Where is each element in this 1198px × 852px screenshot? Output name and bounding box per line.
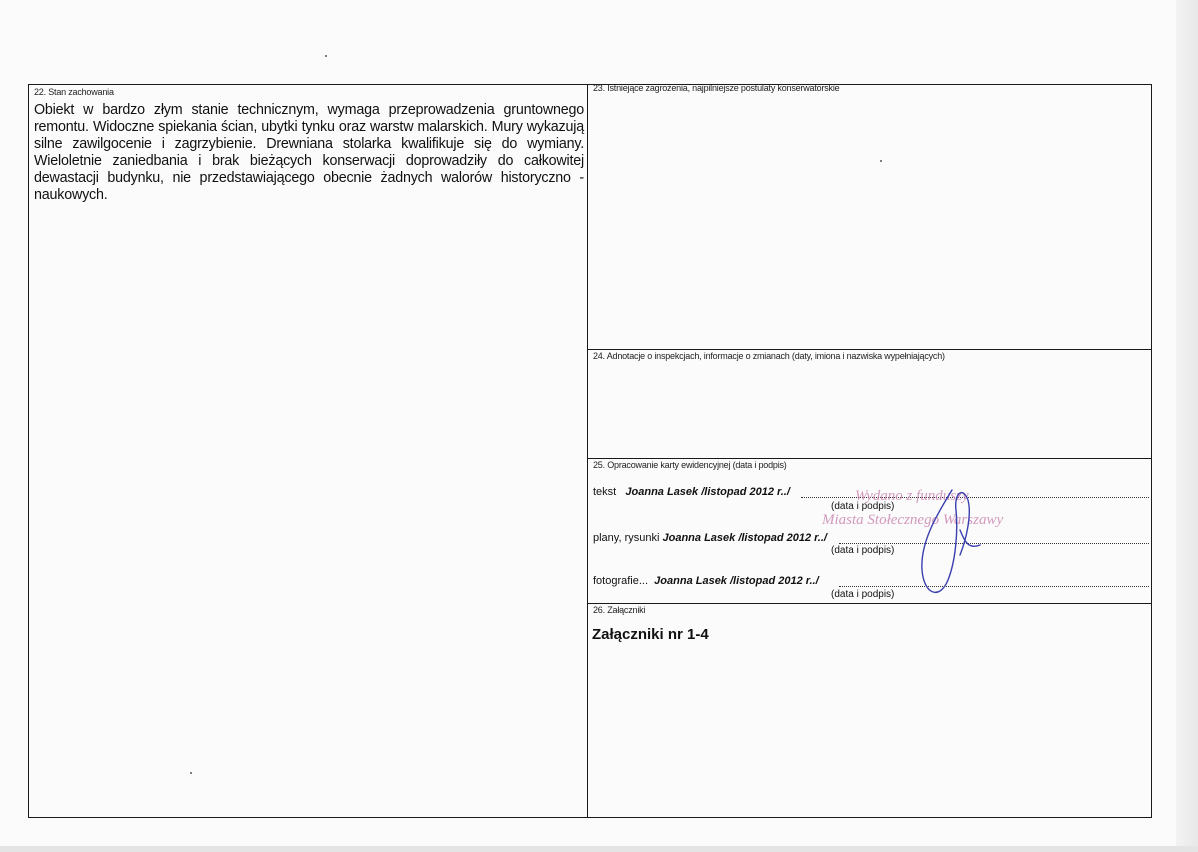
attachments-text: Załączniki nr 1-4 (592, 626, 709, 643)
signature-row-text (593, 486, 790, 498)
row-caption: (data i podpis) (831, 589, 895, 600)
author-name: Joanna Lasek /listopad 2012 r../ (662, 532, 827, 544)
section-26-label: 26. Załączniki (593, 605, 646, 615)
section-24-label: 24. Adnotacje o inspekcjach, informacje o zmianach (daty, imiona i nazwiska wypełniających) (593, 351, 945, 361)
sheet-edge-bottom (0, 846, 1198, 852)
signature-row-photos (593, 575, 819, 587)
section-25-label: 25. Opracowanie karty ewidencyjnej (data i podpis) (593, 460, 787, 470)
section-23-label: 23. Istniejące zagrożenia, najpilniejsze postulaty konserwatorskie (593, 83, 840, 93)
row-prefix: tekst (593, 486, 617, 498)
sheet-edge (1176, 0, 1198, 852)
section-22-label: 22. Stan zachowania (34, 87, 114, 97)
row-prefix: fotografie... (593, 575, 649, 587)
row-caption: (data i podpis) (831, 501, 895, 512)
author-name: Joanna Lasek /listopad 2012 r../ (625, 486, 790, 498)
row-prefix: plany, rysunki (593, 532, 660, 544)
handwritten-signature (890, 470, 1010, 610)
stamp-line-2: Miasta Stołecznego Warszawy (822, 512, 1004, 528)
row-divider-25 (588, 458, 1151, 459)
row-divider-26 (588, 603, 1151, 604)
row-divider-24 (588, 349, 1151, 350)
record-form (28, 84, 1152, 818)
condition-description: Obiekt w bardzo złym stanie technicznym, wymaga przeprowadzenia gruntownego remontu. Widoczne spiekania ścian, ubytki tynku oraz warstw malarskich. Mury wykazują silne zawilgocenie i zagrzybienie. Drewniana stolarka kwalifikuje się do wymiany. Wieloletnie zaniedbania i brak bieżących konserwacji doprowadziły do całkowitej dewastacji budynku, nie przedstawiającego obecnie żadnych walorów historyczno - naukowych. (34, 102, 584, 203)
signature-row-drawings (593, 532, 827, 544)
stamp-line-1: Wydano z funduszy (855, 488, 969, 504)
author-name: Joanna Lasek /listopad 2012 r../ (654, 575, 819, 587)
scan-speck (325, 55, 327, 57)
row-caption: (data i podpis) (831, 545, 895, 556)
column-divider (587, 85, 588, 817)
